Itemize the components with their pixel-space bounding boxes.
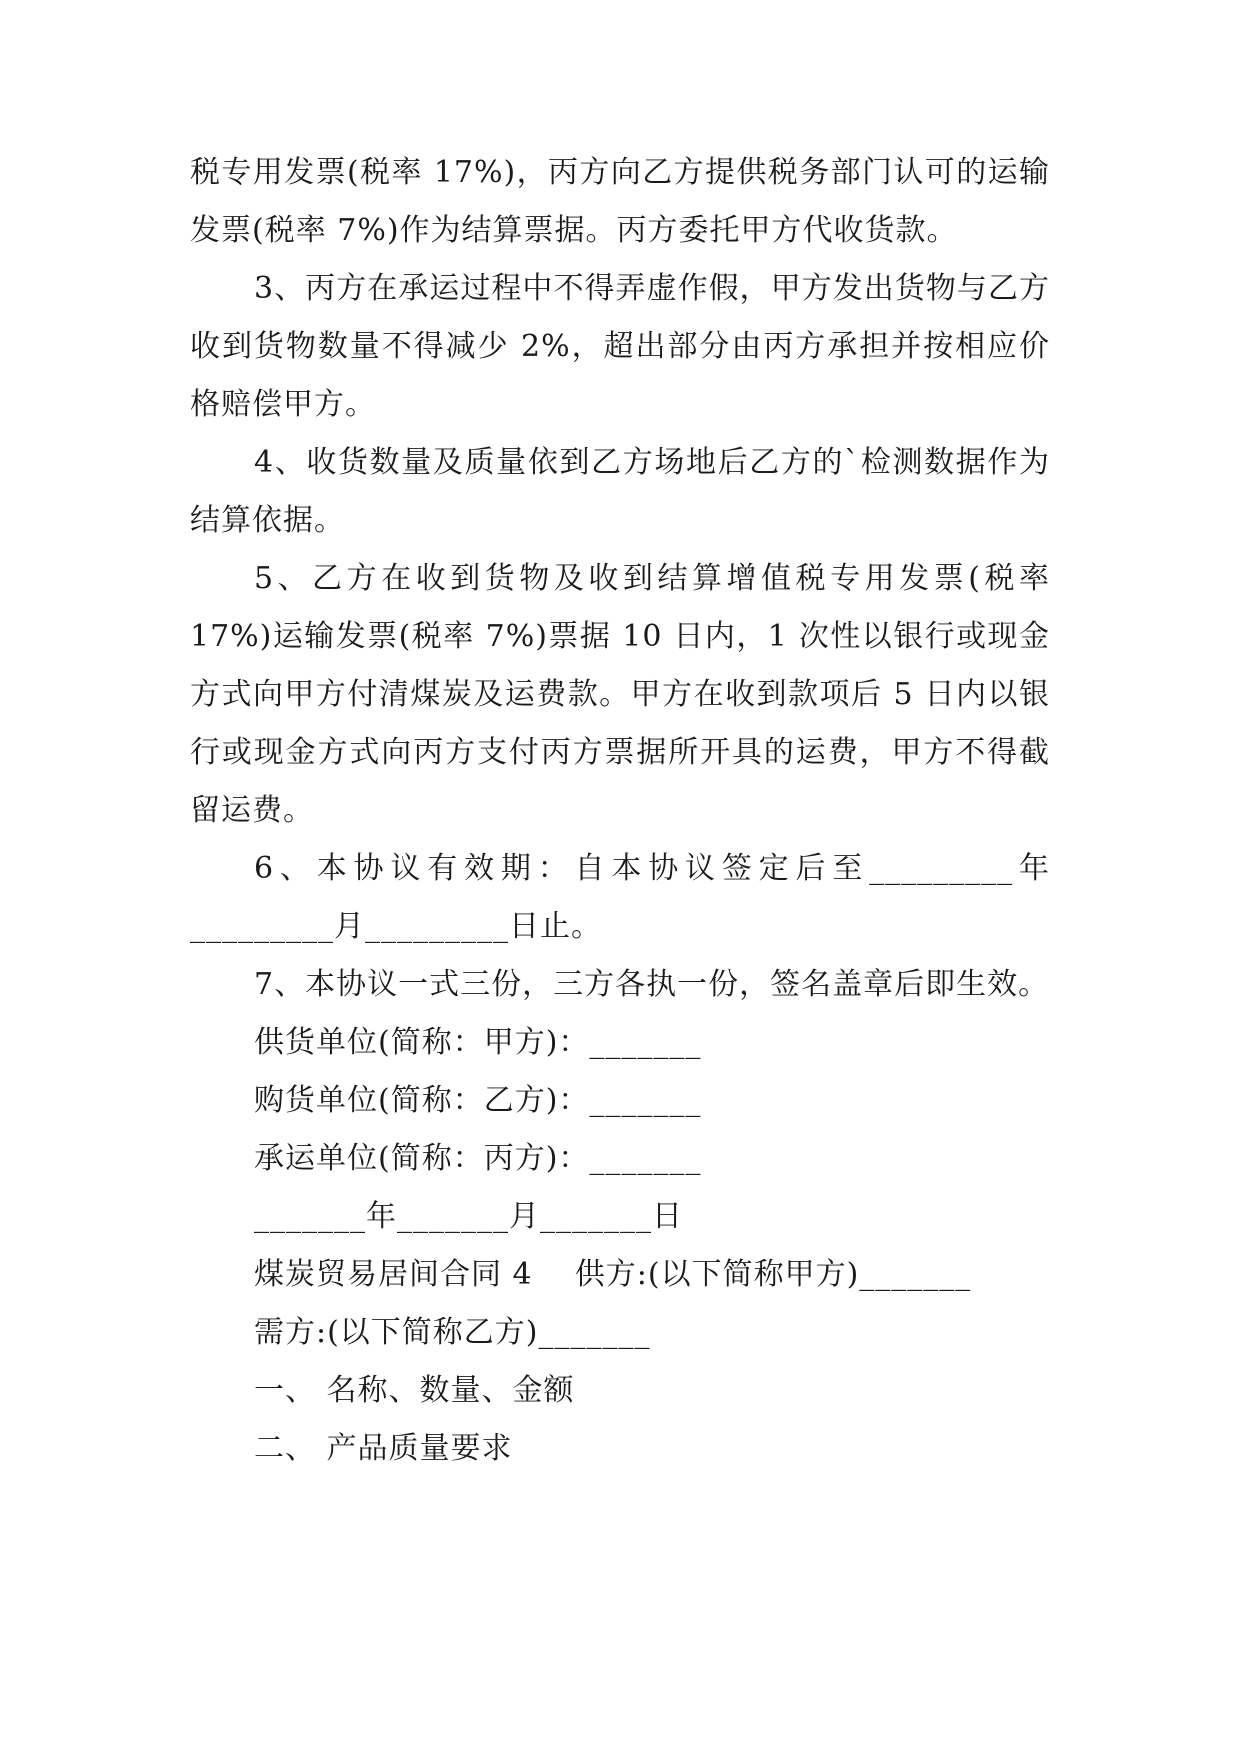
- paragraph-continued: 税专用发票(税率 17%)，丙方向乙方提供税务部门认可的运输发票(税率 7%)作为结算票据。丙方委托甲方代收货款。: [190, 155, 1050, 248]
- contract-buyer: 需方:(以下简称乙方)_______: [254, 1315, 651, 1350]
- signature-buyer: 购货单位(简称：乙方)：_______: [254, 1083, 702, 1118]
- paragraph-7: 7、本协议一式三份，三方各执一份，签名盖章后即生效。: [254, 967, 1050, 1002]
- paragraph-4: 4、收货数量及质量依到乙方场地后乙方的`检测数据作为结算依据。: [190, 445, 1050, 538]
- section-heading-1: 一、 名称、数量、金额: [254, 1373, 575, 1408]
- paragraph-6: 6、本协议有效期：自本协议签定后至_________年_________月_________日止。: [190, 851, 1050, 944]
- paragraph-5: 5、乙方在收到货物及收到结算增值税专用发票(税率17%)运输发票(税率 7%)票据 10 日内，1 次性以银行或现金方式向甲方付清煤炭及运费款。甲方在收到款项后 5 日内以银行或现金方式向丙方支付丙方票据所开具的运费，甲方不得截留运费。: [190, 561, 1050, 828]
- contract-title-supplier: 煤炭贸易居间合同 4 供方:(以下简称甲方)_______: [254, 1257, 972, 1292]
- section-heading-2: 二、 产品质量要求: [254, 1431, 513, 1466]
- document-body: [190, 144, 1050, 1478]
- paragraph-3: 3、丙方在承运过程中不得弄虚作假，甲方发出货物与乙方收到货物数量不得减少 2%，超出部分由丙方承担并按相应价格赔偿甲方。: [190, 271, 1050, 422]
- signature-supplier: 供货单位(简称：甲方)：_______: [254, 1025, 702, 1060]
- signature-carrier: 承运单位(简称：丙方)：_______: [254, 1141, 702, 1176]
- signature-date: _______年_______月_______日: [254, 1199, 683, 1234]
